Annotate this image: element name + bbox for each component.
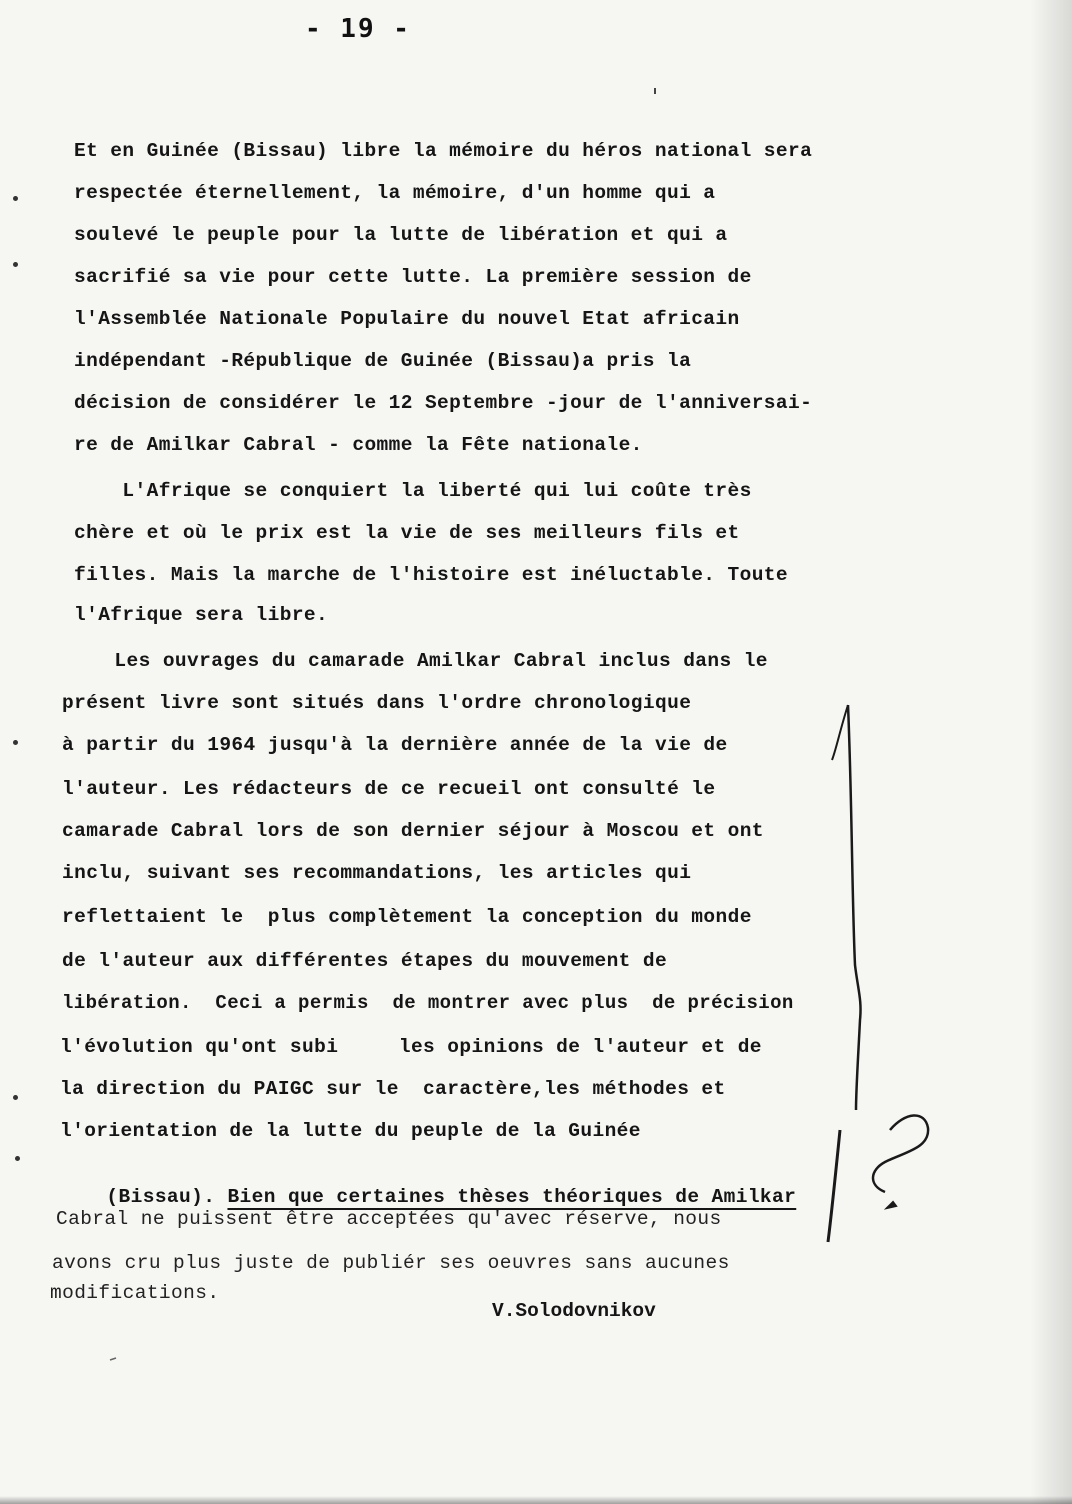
text-line: reflettaient le plus complètement la conception du monde xyxy=(62,906,752,928)
underlined-passage: Bien que certaines thèses théoriques de Amilkar xyxy=(227,1186,797,1208)
text-line: respectée éternellement, la mémoire, d'un homme qui a xyxy=(74,182,716,204)
text-line: chère et où le prix est la vie de ses meilleurs fils et xyxy=(74,522,740,544)
text-line: de l'auteur aux différentes étapes du mouvement de xyxy=(62,950,668,972)
text-line: re de Amilkar Cabral - comme la Fête nationale. xyxy=(74,434,643,456)
text-line: filles. Mais la marche de l'histoire est inéluctable. Toute xyxy=(74,564,789,586)
text-line: à partir du 1964 jusqu'à la dernière année de la vie de xyxy=(62,734,728,756)
question-mark-dot xyxy=(887,1202,896,1208)
text-line: présent livre sont situés dans l'ordre chronologique xyxy=(62,692,692,714)
text-line: l'Assemblée Nationale Populaire du nouvel Etat africain xyxy=(74,308,740,330)
text-line: Et en Guinée (Bissau) libre la mémoire du héros national sera xyxy=(74,140,813,162)
text-line: Cabral ne puissent être acceptées qu'avec réserve, nous xyxy=(56,1208,722,1230)
text-line: l'Afrique sera libre. xyxy=(74,604,329,626)
text-line: Les ouvrages du camarade Amilkar Cabral inclus dans le xyxy=(66,650,768,672)
text-line: avons cru plus juste de publiér ses oeuvres sans aucunes xyxy=(52,1252,730,1274)
text-line: libération. Ceci a permis de montrer avec plus de précision xyxy=(62,992,794,1014)
text-line: indépendant -République de Guinée (Bissau)a pris la xyxy=(74,350,692,372)
text-line: l'auteur. Les rédacteurs de ce recueil ont consulté le xyxy=(62,778,716,800)
margin-line-mark xyxy=(828,1130,840,1242)
text-line: modifications. xyxy=(50,1282,220,1304)
text-line: décision de considérer le 12 Septembre -jour de l'anniversai- xyxy=(74,392,813,414)
text-line: soulevé le peuple pour la lutte de libération et qui a xyxy=(74,224,728,246)
text-line: l'évolution qu'ont subi les opinions de l'auteur et de xyxy=(60,1036,762,1058)
speck xyxy=(110,1358,116,1360)
text-line: sacrifié sa vie pour cette lutte. La première session de xyxy=(74,266,752,288)
page-number: - 19 - xyxy=(305,14,411,44)
text-segment: (Bissau). xyxy=(106,1186,228,1208)
text-line: inclu, suivant ses recommandations, les articles qui xyxy=(62,862,692,884)
text-line: camarade Cabral lors de son dernier séjour à Moscou et ont xyxy=(62,820,764,842)
text-line: l'orientation de la lutte du peuple de la Guinée xyxy=(60,1120,641,1142)
bracket-mark xyxy=(832,705,848,760)
text-line: L'Afrique se conquiert la liberté qui lui coûte très xyxy=(74,480,752,502)
text-line: la direction du PAIGC sur le caractère,les méthodes et xyxy=(60,1078,726,1100)
signature: V.Solodovnikov xyxy=(492,1300,656,1322)
question-mark xyxy=(873,1115,928,1192)
bracket-mark xyxy=(848,705,861,1110)
